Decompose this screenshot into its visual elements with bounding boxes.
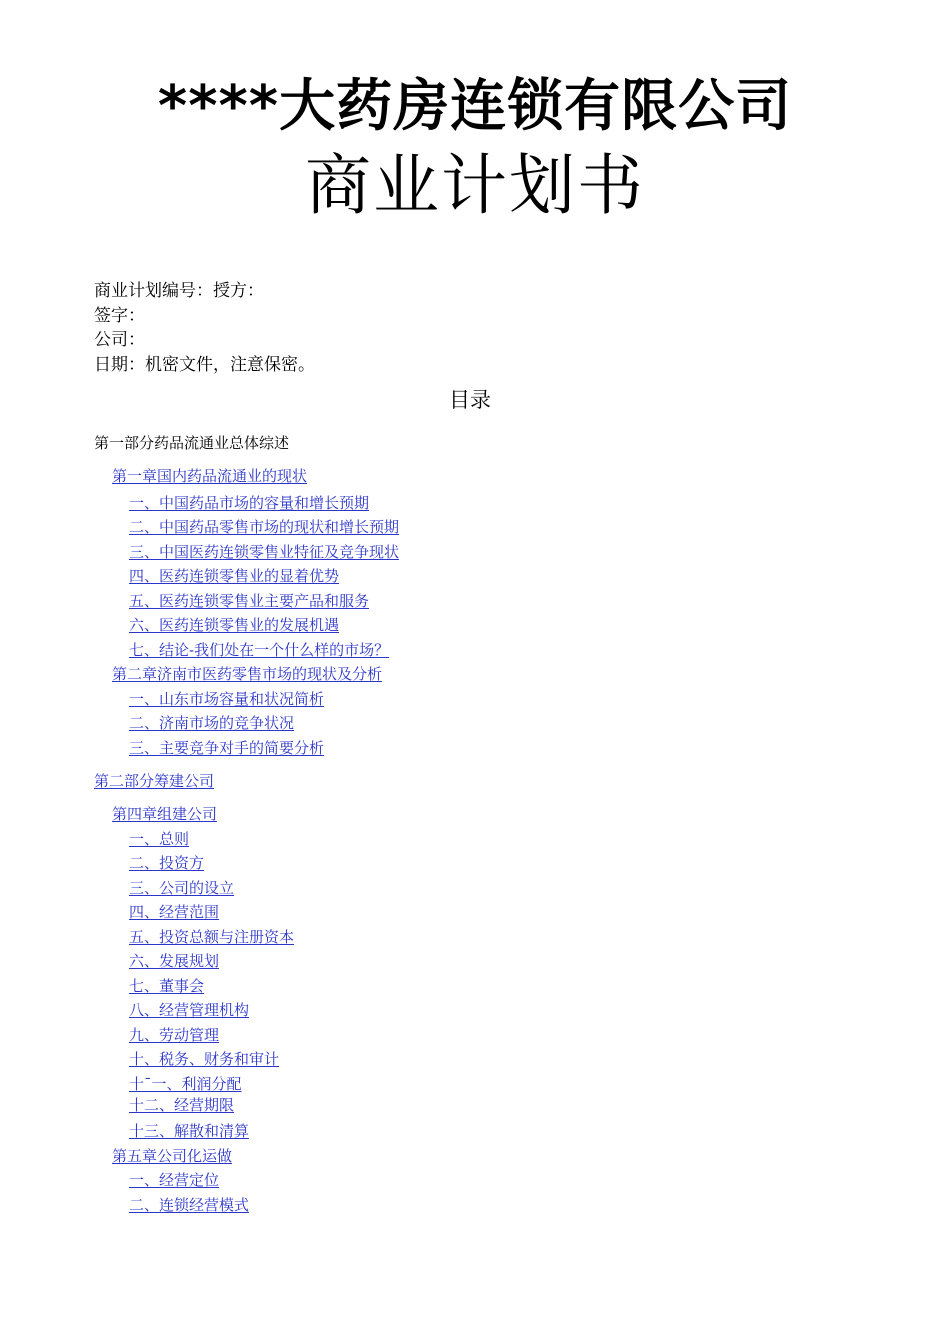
toc-entry-link[interactable]: 十二、经营期限 [129,1096,235,1114]
toc-entry-link[interactable]: 二、中国药品零售市场的现状和增长预期 [129,518,400,536]
toc-entry-link[interactable]: 五、投资总额与注册资本 [129,928,295,946]
toc-entry-link[interactable]: 一、经营定位 [129,1171,220,1189]
toc-entry-link[interactable]: 二、连锁经营模式 [129,1196,250,1214]
toc-entry-link[interactable]: 三、主要竞争对手的简要分析 [129,739,325,757]
toc-entry-link[interactable]: 第一章国内药品流通业的现状 [112,467,308,485]
toc-entry-link[interactable]: 七、结论-我们处在一个什么样的市场？ [129,641,390,659]
toc-entry-link[interactable]: 四、经营范围 [129,903,220,921]
toc-entry-link[interactable]: 六、医药连锁零售业的发展机遇 [129,616,340,634]
toc-entry-link[interactable]: 六、发展规划 [129,952,220,970]
toc-entry-link[interactable]: 十、税务、财务和审计 [129,1050,280,1068]
toc-entry-link[interactable]: 一、中国药品市场的容量和增长预期 [129,494,370,512]
toc-entry-link[interactable]: 五、医药连锁零售业主要产品和服务 [129,592,370,610]
toc-entry-link[interactable]: 一、山东市场容量和状况简析 [129,690,325,708]
toc-entry-link[interactable]: 第五章公司化运做 [112,1147,233,1165]
toc-entry-link[interactable]: 二、济南市场的竞争状况 [129,714,295,732]
document-type-title: 商业计划书 [305,147,645,224]
meta-company: 公司： [94,330,145,350]
toc-entry-link[interactable]: 十ˉ一、利润分配 [129,1075,242,1093]
toc-entry-link[interactable]: 十三、解散和清算 [129,1122,250,1140]
toc-entry-link[interactable]: 四、医药连锁零售业的显着优势 [129,567,340,585]
toc-heading: 目录 [449,388,491,412]
toc-entry-link[interactable]: 一、总则 [129,830,190,848]
toc-entry-link[interactable]: 七、董事会 [129,977,205,995]
toc-entry-link[interactable]: 九、劳动管理 [129,1026,220,1044]
toc-entry: 第一部分药品流通业总体综述 [94,434,290,452]
toc-entry-link[interactable]: 八、经营管理机构 [129,1001,250,1019]
meta-date-confidential: 日期：机密文件，注意保密。 [94,354,315,375]
toc-entry-link[interactable]: 二、投资方 [129,854,205,872]
meta-signature: 签字： [94,305,145,326]
toc-entry-link[interactable]: 第二部分筹建公司 [94,772,215,790]
toc-entry-link[interactable]: 三、公司的设立 [129,879,235,897]
meta-plan-number: 商业计划编号：授方： [94,281,264,301]
toc-entry-link[interactable]: 第二章济南市医药零售市场的现状及分析 [112,665,383,683]
toc-entry-link[interactable]: 第四章组建公司 [112,805,218,823]
toc-entry-link[interactable]: 三、中国医药连锁零售业特征及竞争现状 [129,543,400,561]
company-title: ****大药房连锁有限公司 [157,74,793,139]
